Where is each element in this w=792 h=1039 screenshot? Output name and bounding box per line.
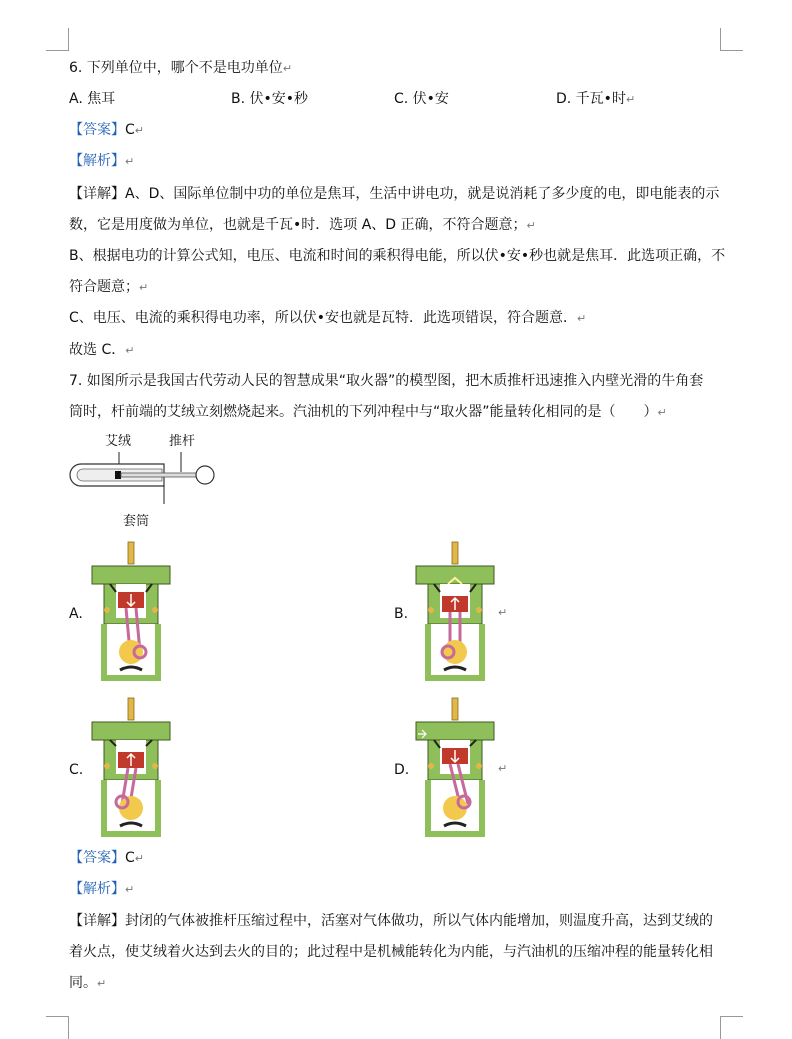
q6-answer: C	[125, 122, 135, 138]
q6-detail-6-text: 故选 C．	[69, 342, 126, 358]
engine-diagram-a	[86, 540, 176, 690]
q7-option-b-label	[394, 604, 408, 624]
q7-answer-tag: 【答案】	[69, 850, 125, 866]
q6-detail-5-text: C、电压、电流的乘积得电功率，所以伏•安也就是瓦特．此选项错误，符合题意．	[69, 310, 578, 326]
para-mark: ↵	[134, 124, 144, 137]
q6-stem-line	[69, 58, 721, 79]
q6-detail-2-text: 数，它是用度做为单位，也就是千瓦•时．选项 A、D 正确，不符合题意；	[69, 217, 527, 233]
engine-diagram-b	[410, 540, 500, 690]
q7-option-d-text: D.	[394, 762, 410, 778]
q7-analysis-line	[69, 879, 721, 900]
para-mark: ↵	[526, 219, 536, 232]
corner-mark-top-right	[720, 28, 743, 51]
q7-option-d-label	[394, 760, 409, 780]
q7-answer: C	[125, 850, 135, 866]
para-mark: ↵	[125, 155, 135, 168]
q7-analysis-tag: 【解析】	[69, 881, 125, 897]
q6-detail-line-6	[69, 340, 721, 361]
q6-detail-line-5	[69, 308, 721, 329]
q7-stem-line-1: 7. 如图所示是我国古代劳动人民的智慧成果“取火器”的模型图，把木质推杆迅速推入内壁光滑的牛角套	[69, 373, 704, 389]
q6-stem: 6. 下列单位中，哪个不是电功单位	[69, 60, 283, 76]
para-mark: ↵	[498, 606, 508, 619]
q6-option-b: B. 伏•安•秒	[231, 91, 309, 107]
q6-detail-line-1: 【详解】A、D、国际单位制中功的单位是焦耳，生活中讲电功，就是说消耗了多少度的电，即电能表的示	[69, 186, 720, 202]
fire-piston-drawing	[69, 448, 229, 528]
q6-answer-tag: 【答案】	[69, 122, 125, 138]
corner-mark-bottom-left	[46, 1016, 69, 1039]
para-mark: ↵	[625, 93, 636, 106]
para-mark: ↵	[577, 312, 587, 325]
tinder-label: 艾绒	[105, 434, 132, 449]
para-mark: ↵	[498, 762, 508, 775]
q7-detail-3-text: 同。	[69, 975, 97, 991]
engine-diagram-d	[410, 696, 500, 846]
q6-analysis-line	[69, 151, 721, 172]
engine-diagram-c	[86, 696, 176, 846]
para-mark: ↵	[282, 62, 293, 75]
q7-detail-line-3	[69, 973, 721, 994]
fire-piston-figure	[69, 430, 229, 530]
q6-option-d	[556, 89, 635, 110]
corner-mark-top-left	[46, 28, 69, 51]
q6-option-d-text: D. 千瓦•时	[556, 91, 626, 107]
q6-answer-line	[69, 120, 721, 141]
corner-mark-bottom-right	[720, 1016, 743, 1039]
q7-option-a-label: A.	[69, 606, 83, 622]
para-mark: ↵	[125, 883, 135, 896]
q6-detail-line-3: B、根据电功的计算公式知，电压、电流和时间的乘积得电能，所以伏•安•秒也就是焦耳．此选项正确，不	[69, 248, 726, 264]
q7-detail-line-2: 着火点，使艾绒着火达到去火的目的；此过程中是机械能转化为内能，与汽油机的压缩冲程的能量转化相	[69, 944, 713, 960]
para-mark: ↵	[97, 977, 107, 990]
para-mark: ↵	[657, 406, 667, 419]
q6-analysis-tag: 【解析】	[69, 153, 125, 169]
para-mark: ↵	[125, 344, 135, 357]
q7-answer-line	[69, 848, 721, 869]
q6-option-a: A. 焦耳	[69, 91, 116, 107]
rod-label: 推杆	[169, 434, 196, 449]
q7-stem-2-text: 筒时，杆前端的艾绒立刻燃烧起来。汽油机的下列冲程中与“取火器”能量转化相同的是（ ）	[69, 404, 658, 420]
q6-option-c: C. 伏•安	[394, 91, 449, 107]
q6-detail-line-4	[69, 277, 721, 298]
q7-detail-line-1: 【详解】封闭的气体被推杆压缩过程中，活塞对气体做功，所以气体内能增加，则温度升高，达到艾绒的	[69, 913, 713, 929]
q7-option-b-text: B.	[394, 606, 409, 622]
q7-option-c-label: C.	[69, 762, 84, 778]
q7-stem-line-2	[69, 402, 721, 423]
q6-detail-4-text: 符合题意；	[69, 279, 139, 295]
sleeve-label: 套筒	[123, 514, 150, 529]
q6-detail-line-2	[69, 215, 721, 236]
para-mark: ↵	[134, 852, 144, 865]
para-mark: ↵	[139, 281, 149, 294]
